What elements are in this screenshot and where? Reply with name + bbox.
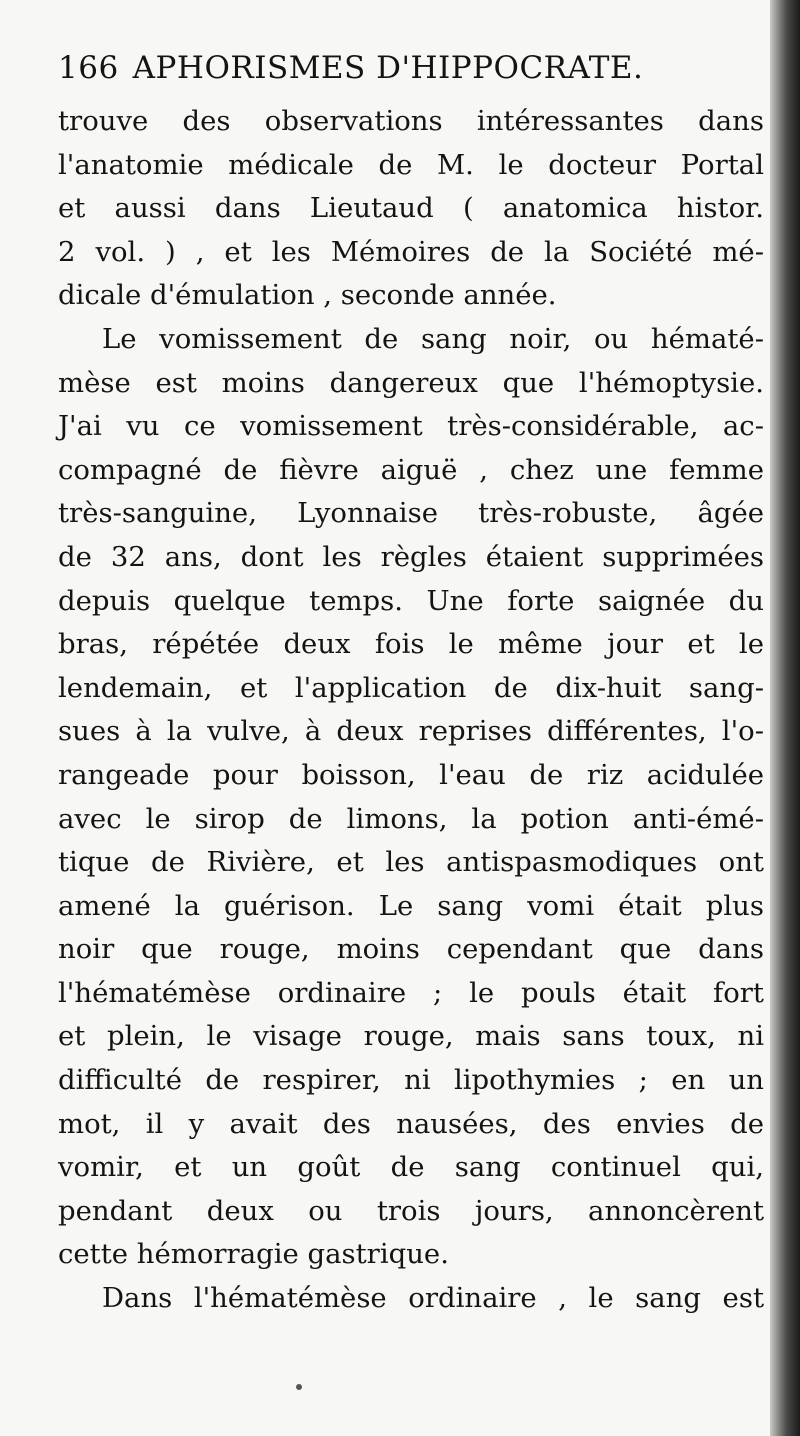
body-text bbox=[58, 100, 764, 1321]
text-line: trouve des observations intéressantes dans bbox=[58, 105, 764, 137]
text-line: amené la guérison. Le sang vomi était plus bbox=[58, 889, 764, 922]
text-line: depuis quelque temps. Une forte saignée du bbox=[58, 584, 764, 617]
text-line: difficulté de respirer, ni lipothymies ; en un bbox=[58, 1064, 764, 1097]
text-line: et plein, le visage rouge, mais sans toux, ni bbox=[58, 1020, 764, 1053]
page-number: 166 bbox=[58, 50, 119, 86]
text-line: et aussi dans Lieutaud ( anatomica histor. bbox=[58, 192, 764, 225]
text-line: Le vomissement de sang noir, ou hématé- bbox=[102, 322, 764, 355]
text-line: avec le sirop de limons, la potion anti-émé- bbox=[58, 802, 764, 835]
ink-speck bbox=[296, 1384, 302, 1390]
page-header bbox=[58, 50, 657, 86]
text-line: l'hématémèse ordinaire ; le pouls était fort bbox=[58, 976, 764, 1009]
text-line: Dans l'hématémèse ordinaire , le sang est bbox=[102, 1282, 764, 1315]
text-line: cette hémorragie gastrique. bbox=[58, 1238, 449, 1271]
text-line: J'ai vu ce vomissement très-considérable, ac- bbox=[58, 410, 764, 443]
text-line: mèse est moins dangereux que l'hémoptysie. bbox=[58, 366, 764, 399]
text-line: 2 vol. ) , et les Mémoires de la Société mé- bbox=[58, 235, 764, 268]
text-line: tique de Rivière, et les antispasmodiques ont bbox=[58, 846, 764, 879]
text-line: de 32 ans, dont les règles étaient supprimées bbox=[58, 540, 764, 573]
text-line: l'anatomie médicale de M. le docteur Portal bbox=[58, 148, 764, 181]
text-line: vomir, et un goût de sang continuel qui, bbox=[58, 1151, 764, 1184]
text-line: dicale d'émulation , seconde année. bbox=[58, 279, 557, 312]
text-line: lendemain, et l'application de dix-huit sang- bbox=[58, 671, 764, 704]
text-line: compagné de fièvre aiguë , chez une femme bbox=[58, 453, 764, 486]
text-line: pendant deux ou trois jours, annoncèrent bbox=[58, 1194, 764, 1227]
text-line: bras, répétée deux fois le même jour et le bbox=[58, 628, 764, 661]
text-line: mot, il y avait des nausées, des envies de bbox=[58, 1107, 764, 1140]
running-title: APHORISMES D'HIPPOCRATE. bbox=[132, 50, 644, 86]
text-line: rangeade pour boisson, l'eau de riz acidulée bbox=[58, 758, 764, 791]
text-line: noir que rouge, moins cependant que dans bbox=[58, 933, 764, 966]
binding-gutter bbox=[770, 0, 800, 1436]
text-line: très-sanguine, Lyonnaise très-robuste, âgée bbox=[58, 497, 764, 530]
text-line: sues à la vulve, à deux reprises différentes, l'o- bbox=[58, 715, 764, 748]
